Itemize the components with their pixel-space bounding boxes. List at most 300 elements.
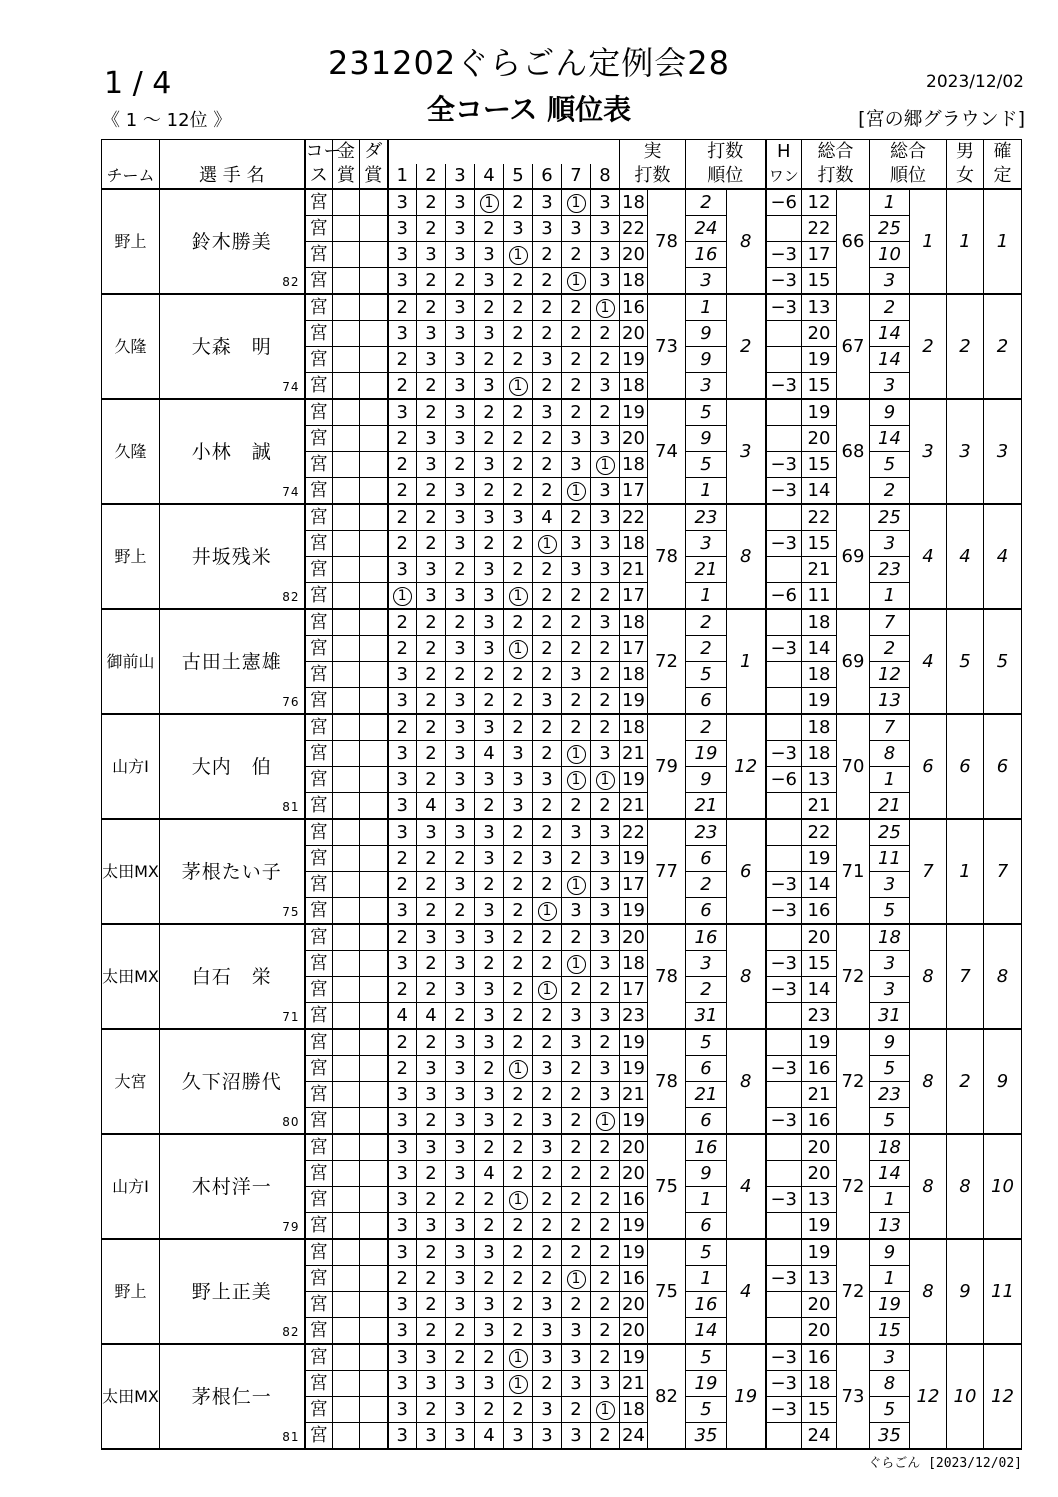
hole-score: 3 [475, 1108, 504, 1135]
overall-rank: 8 [910, 1239, 947, 1344]
hole-score [591, 294, 620, 321]
hole-in-one-bonus [766, 1134, 802, 1161]
da-prize-cell [360, 531, 388, 557]
hole-score: 3 [446, 1423, 475, 1450]
hole-score: 2 [446, 268, 475, 295]
da-prize-cell [360, 1161, 388, 1187]
round-sum: 19 [620, 1239, 648, 1266]
gold-prize-cell [333, 951, 360, 977]
round-total-rank: 1 [870, 1266, 910, 1292]
hole-score: 3 [475, 1292, 504, 1318]
hole-score: 3 [446, 504, 475, 531]
round-total-rank: 3 [870, 977, 910, 1003]
gold-prize-cell [333, 714, 360, 741]
gold-prize-cell [333, 189, 360, 216]
hole-score: 2 [446, 898, 475, 925]
hole-score: 2 [591, 321, 620, 347]
hole-score: 2 [504, 1213, 533, 1240]
round-sum: 22 [620, 819, 648, 846]
hole-in-one-mark: 1 [596, 1112, 615, 1131]
hole-score: 3 [446, 1161, 475, 1187]
hole-score: 2 [504, 557, 533, 583]
round-total: 15 [802, 1397, 837, 1423]
round-rank: 16 [686, 1292, 727, 1318]
hole-in-one-mark: 1 [596, 456, 615, 475]
hole-score: 2 [562, 399, 591, 426]
hole-score: 3 [475, 1239, 504, 1266]
hole-in-one-bonus [766, 557, 802, 583]
round-rank: 9 [686, 1161, 727, 1187]
da-prize-cell [360, 767, 388, 793]
strokes-rank: 4 [727, 1239, 766, 1344]
col-hole: 5 [504, 164, 533, 189]
hole-score: 3 [475, 557, 504, 583]
round-sum: 20 [620, 924, 648, 951]
hole-score: 3 [388, 1213, 417, 1240]
hole-score: 2 [562, 583, 591, 610]
hole-score: 2 [562, 793, 591, 820]
hole-in-one-bonus [766, 1003, 802, 1030]
round-sum: 18 [620, 662, 648, 688]
hole-score: 3 [388, 1397, 417, 1423]
round-sum: 18 [620, 189, 648, 216]
hole-score: 3 [562, 1423, 591, 1450]
da-prize-cell [360, 426, 388, 452]
hole-score: 3 [446, 1397, 475, 1423]
gold-prize-cell [333, 426, 360, 452]
da-prize-cell [360, 819, 388, 846]
hole-score: 2 [591, 1266, 620, 1292]
course-cell: 宮 [305, 399, 333, 426]
hole-score: 3 [475, 242, 504, 268]
hole-score: 2 [533, 1371, 562, 1397]
da-prize-cell [360, 452, 388, 478]
hole-score: 2 [417, 1108, 446, 1135]
round-rank: 1 [686, 1266, 727, 1292]
hole-in-one-mark: 1 [596, 1401, 615, 1420]
hole-score: 2 [533, 1003, 562, 1030]
gold-prize-cell [333, 1161, 360, 1187]
gold-prize-cell [333, 819, 360, 846]
round-sum: 19 [620, 688, 648, 715]
course-cell: 宮 [305, 1213, 333, 1240]
round-total: 20 [802, 1292, 837, 1318]
da-prize-cell [360, 321, 388, 347]
gold-prize-cell [333, 321, 360, 347]
hole-score: 2 [591, 793, 620, 820]
ranking-table: コー 金 ダ 実 打数 H 総合 総合 男 確 チーム 選 手 名 ス 賞 賞 1 2 3 4 5 6 7 8 打数 順位 ワン 打数 順位 女 定 野上 鈴木勝美 82 宮 3 2 3 1 2 3 1 3 18 78 2 8 −6 12 66 1 1 1 1 宮 3 2 3 2 3 3 3 3 22 24 22 25 宮 3 3 3 3 1 2 2 3 20 16 −3 17 10 宮 3 2 2 3 2 2 1 3 18 3 −3 15 3 久隆 大森 明 74 宮 2 2 3 2 2 2 2 1 16 73 1 2 −3 13 67 2 2 2 2 宮 3 3 3 3 2 2 2 2 20 9 20 14 宮 2 3 3 2 2 3 2 2 19 9 19 14 宮 2 2 3 3 1 2 2 3 18 3 −3 15 3 久隆 小林 誠 74 宮 3 2 3 2 2 3 2 2 19 74 5 3 19 68 9 3 3 3 宮 2 3 3 2 2 2 3 3 20 9 20 14 宮 2 3 2 3 2 2 3 1 18 5 −3 15 5 宮 2 2 3 2 2 2 1 3 17 1 −3 14 2 野上 井坂残米 82 宮 2 2 3 3 3 4 2 3 22 78 23 8 22 69 25 4 4 4 宮 2 2 3 2 2 1 3 3 18 3 −3 15 3 宮 3 3 2 3 2 2 3 3 21 21 21 23 宮 1 3 3 3 1 2 2 2 17 1 −6 11 1 御前山 古田土憲雄 76 宮 2 2 2 3 2 2 2 3 18 72 2 1 18 69 7 4 5 5 宮 2 2 3 3 1 2 2 2 17 2 −3 14 2 宮 3 2 2 2 2 2 3 2 18 5 18 12 宮 3 2 3 2 2 3 2 2 19 6 19 13 山方Ⅰ 大内 伯 81 宮 2 2 3 3 2 2 2 2 18 79 2 12 18 70 7 6 6 6 宮 3 2 3 4 3 2 1 3 21 19 −3 18 8 宮 3 2 3 3 3 3 1 1 19 9 −6 13 1 宮 3 4 3 2 3 2 2 2 21 21 21 21 太田MX 茅根たい子 75 宮 3 3 3 3 2 2 3 3 22 77 23 6 22 71 25 7 1 7 宮 2 2 2 3 2 3 2 3 19 6 19 11 宮 2 2 3 2 2 2 1 3 17 2 −3 14 3 宮 3 2 2 3 2 1 3 3 19 6 −3 16 5 太田MX 白石 栄 71 宮 2 3 3 3 2 2 2 3 20 78 16 8 20 72 18 8 7 8 宮 3 2 3 2 2 2 1 3 18 3 −3 15 3 宮 2 2 3 3 2 1 2 2 17 2 −3 14 3 宮 4 4 2 3 2 2 3 3 23 31 23 31 大宮 久下沼勝代 80 宮 2 2 3 3 2 2 3 2 19 78 5 8 19 72 9 8 2 9 宮 2 3 3 2 1 3 2 3 19 6 −3 16 5 宮 3 3 3 3 2 2 2 3 21 21 21 23 宮 3 2 3 3 2 3 2 1 19 6 −3 16 5 山方Ⅰ 木村洋一 79 宮 3 3 3 2 2 3 2 2 20 75 16 4 20 72 18 8 8 10 宮 3 2 3 4 2 2 2 2 20 9 20 14 宮 3 2 2 2 1 2 2 2 16 1 −3 13 1 宮 3 3 3 2 2 2 2 2 19 6 19 13 野上 野上正美 82 宮 3 2 3 3 2 2 2 2 19 75 5 4 19 72 9 8 9 11 宮 2 2 3 2 2 2 1 2 16 1 −3 13 1 宮 3 2 3 3 2 3 2 2 20 16 20 19 宮 3 2 2 3 2 3 3 2 20 14 20 15 太田MX 茅根仁一 81 宮 3 3 2 2 1 3 3 2 19 82 5 19 −3 16 73 3 12 10 12 宮 3 3 3 3 1 2 3 3 21 19 −3 18 8 宮 3 2 3 2 2 3 2 1 18 5 −3 15 5 宮 3 3 3 4 3 3 3 2 24 35 24 35 [101, 139, 1022, 1450]
course-cell: 宮 [305, 846, 333, 872]
total-actual: 77 [648, 819, 686, 924]
final-rank: 10 [984, 1134, 1022, 1239]
hole-in-one-bonus: −3 [766, 1108, 802, 1135]
da-prize-cell [360, 662, 388, 688]
hole-score: 3 [417, 557, 446, 583]
hole-score: 3 [562, 1318, 591, 1345]
course-cell: 宮 [305, 478, 333, 505]
overall-rank: 8 [910, 924, 947, 1029]
hole-score: 2 [388, 347, 417, 373]
gold-prize-cell [333, 478, 360, 505]
total-actual: 73 [648, 294, 686, 399]
round-total: 24 [802, 1423, 837, 1450]
course-cell: 宮 [305, 216, 333, 242]
da-prize-cell [360, 189, 388, 216]
hole-score: 3 [475, 321, 504, 347]
hole-score: 2 [562, 347, 591, 373]
gold-prize-cell [333, 1134, 360, 1161]
player-name-cell [160, 189, 305, 294]
hole-score: 2 [504, 662, 533, 688]
round-sum: 22 [620, 504, 648, 531]
hole-score: 2 [591, 977, 620, 1003]
team-cell: 山方Ⅰ [102, 714, 160, 819]
hole-score: 2 [591, 399, 620, 426]
course-cell: 宮 [305, 294, 333, 321]
hole-score: 2 [388, 478, 417, 505]
hole-score: 3 [475, 977, 504, 1003]
hole-score: 2 [417, 951, 446, 977]
hole-in-one-bonus: −3 [766, 478, 802, 505]
hole-score: 3 [446, 1266, 475, 1292]
gender-rank: 1 [947, 189, 984, 294]
hole-score: 2 [533, 1161, 562, 1187]
hole-score: 2 [417, 531, 446, 557]
hole-score: 4 [475, 1423, 504, 1450]
course-cell: 宮 [305, 872, 333, 898]
round-sum: 16 [620, 1266, 648, 1292]
round-rank: 5 [686, 1344, 727, 1371]
gold-prize-cell [333, 872, 360, 898]
final-rank: 8 [984, 924, 1022, 1029]
hole-score: 2 [504, 1266, 533, 1292]
hole-score: 2 [417, 609, 446, 636]
strokes-rank: 4 [727, 1134, 766, 1239]
hole-score: 3 [446, 399, 475, 426]
hole-score [504, 636, 533, 662]
hole-score: 2 [446, 846, 475, 872]
gold-prize-cell [333, 399, 360, 426]
course-cell: 宮 [305, 1082, 333, 1108]
course-cell: 宮 [305, 767, 333, 793]
round-total: 19 [802, 688, 837, 715]
team-cell: 太田MX [102, 924, 160, 1029]
round-rank: 14 [686, 1318, 727, 1345]
hole-score: 2 [388, 1056, 417, 1082]
hole-score: 3 [562, 1029, 591, 1056]
hole-score: 2 [475, 1397, 504, 1423]
hole-score: 2 [388, 714, 417, 741]
course-cell: 宮 [305, 504, 333, 531]
total-strokes: 66 [837, 189, 870, 294]
hole-score: 3 [388, 1423, 417, 1450]
hole-score: 2 [533, 872, 562, 898]
hole-in-one-bonus: −3 [766, 452, 802, 478]
col-strokes-rank: 打数 [686, 140, 766, 165]
gold-prize-cell [333, 531, 360, 557]
round-rank: 6 [686, 688, 727, 715]
hole-in-one-mark: 1 [567, 272, 586, 291]
footer-note: ぐらごん [2023/12/02] [868, 1456, 1022, 1471]
hole-score: 2 [475, 793, 504, 820]
hole-in-one-mark: 1 [509, 246, 528, 265]
hole-score: 3 [562, 819, 591, 846]
round-total: 17 [802, 242, 837, 268]
round-rank: 21 [686, 557, 727, 583]
hole-score: 3 [446, 951, 475, 977]
hole-score: 2 [533, 373, 562, 400]
round-rank: 6 [686, 1213, 727, 1240]
table-row [102, 609, 1022, 636]
player-name-cell [160, 924, 305, 1029]
strokes-rank: 6 [727, 819, 766, 924]
round-total-rank: 1 [870, 1187, 910, 1213]
round-sum: 16 [620, 1187, 648, 1213]
hole-score: 2 [475, 688, 504, 715]
round-total: 13 [802, 294, 837, 321]
hole-score: 2 [417, 373, 446, 400]
round-total: 16 [802, 1108, 837, 1135]
hole-score: 2 [533, 557, 562, 583]
hole-score: 2 [533, 242, 562, 268]
gold-prize-cell [333, 846, 360, 872]
course-cell: 宮 [305, 1108, 333, 1135]
round-rank: 21 [686, 793, 727, 820]
round-sum: 18 [620, 951, 648, 977]
hole-score: 3 [388, 1161, 417, 1187]
hole-in-one-bonus [766, 1318, 802, 1345]
gold-prize-cell [333, 1266, 360, 1292]
round-total-rank: 18 [870, 924, 910, 951]
round-total: 13 [802, 1187, 837, 1213]
hole-score: 3 [562, 426, 591, 452]
hole-score: 3 [591, 504, 620, 531]
table-row [102, 1344, 1022, 1371]
da-prize-cell [360, 216, 388, 242]
final-rank: 1 [984, 189, 1022, 294]
hole-in-one-bonus [766, 924, 802, 951]
player-age: 80 [282, 1115, 300, 1129]
round-rank: 9 [686, 426, 727, 452]
round-sum: 18 [620, 714, 648, 741]
round-total-rank: 14 [870, 347, 910, 373]
hole-score: 2 [562, 294, 591, 321]
round-total: 19 [802, 399, 837, 426]
da-prize-cell [360, 1423, 388, 1450]
round-total-rank: 19 [870, 1292, 910, 1318]
gold-prize-cell [333, 1082, 360, 1108]
hole-score: 3 [562, 216, 591, 242]
round-sum: 18 [620, 268, 648, 295]
hole-score: 2 [504, 531, 533, 557]
hole-score: 2 [417, 294, 446, 321]
hole-score: 3 [533, 1292, 562, 1318]
round-sum: 19 [620, 846, 648, 872]
hole-score: 3 [562, 452, 591, 478]
hole-score: 2 [504, 321, 533, 347]
hole-score: 4 [388, 1003, 417, 1030]
round-total-rank: 14 [870, 321, 910, 347]
da-prize-cell [360, 846, 388, 872]
hole-in-one-mark: 1 [509, 1191, 528, 1210]
da-prize-cell [360, 1003, 388, 1030]
course-cell: 宮 [305, 609, 333, 636]
hole-score: 3 [475, 583, 504, 610]
hole-score: 2 [475, 478, 504, 505]
total-strokes: 72 [837, 1134, 870, 1239]
col-gender: 男 [947, 140, 984, 165]
hole-score: 2 [504, 1082, 533, 1108]
hole-score: 3 [446, 1134, 475, 1161]
da-prize-cell [360, 898, 388, 925]
hole-score: 3 [388, 216, 417, 242]
hole-score: 3 [388, 1292, 417, 1318]
hole-score: 2 [417, 1292, 446, 1318]
hole-score: 3 [504, 504, 533, 531]
hole-score: 3 [388, 1134, 417, 1161]
round-total: 22 [802, 216, 837, 242]
da-prize-cell [360, 373, 388, 400]
gold-prize-cell [333, 636, 360, 662]
hole-score: 3 [591, 819, 620, 846]
hole-score: 2 [504, 189, 533, 216]
hole-score: 3 [504, 741, 533, 767]
gold-prize-cell [333, 268, 360, 295]
hole-in-one-bonus [766, 793, 802, 820]
da-prize-cell [360, 1266, 388, 1292]
hole-score: 2 [475, 872, 504, 898]
hole-score: 3 [591, 951, 620, 977]
round-total: 20 [802, 426, 837, 452]
hole-score: 2 [504, 846, 533, 872]
hole-score: 3 [591, 1371, 620, 1397]
hole-score: 2 [417, 1397, 446, 1423]
hole-score: 3 [562, 898, 591, 925]
hole-score: 3 [591, 426, 620, 452]
round-total-rank: 3 [870, 373, 910, 400]
gender-rank: 2 [947, 294, 984, 399]
round-total-rank: 2 [870, 294, 910, 321]
round-total-rank: 5 [870, 1056, 910, 1082]
hole-score: 2 [504, 478, 533, 505]
player-age: 74 [282, 485, 300, 499]
round-rank: 1 [686, 478, 727, 505]
round-total: 23 [802, 1003, 837, 1030]
round-sum: 20 [620, 321, 648, 347]
hole-in-one-bonus: −3 [766, 373, 802, 400]
round-sum: 19 [620, 1108, 648, 1135]
total-actual: 78 [648, 189, 686, 294]
hole-score: 2 [504, 872, 533, 898]
event-date: 2023/12/02 [926, 72, 1024, 92]
hole-score: 2 [417, 504, 446, 531]
round-sum: 20 [620, 1292, 648, 1318]
col-hole: 4 [475, 164, 504, 189]
hole-score: 3 [388, 242, 417, 268]
hole-score: 2 [504, 1292, 533, 1318]
overall-rank: 1 [910, 189, 947, 294]
hole-score: 2 [475, 1187, 504, 1213]
hole-score: 3 [388, 1082, 417, 1108]
hole-in-one-bonus [766, 714, 802, 741]
round-total-rank: 8 [870, 741, 910, 767]
gold-prize-cell [333, 1187, 360, 1213]
round-rank: 16 [686, 1134, 727, 1161]
round-total-rank: 9 [870, 1239, 910, 1266]
round-total-rank: 10 [870, 242, 910, 268]
hole-score [533, 531, 562, 557]
course-cell: 宮 [305, 452, 333, 478]
round-rank: 2 [686, 714, 727, 741]
hole-score: 2 [533, 741, 562, 767]
round-total-rank: 3 [870, 951, 910, 977]
hole-in-one-bonus: −3 [766, 531, 802, 557]
da-prize-cell [360, 741, 388, 767]
hole-score: 2 [504, 1161, 533, 1187]
course-cell: 宮 [305, 1134, 333, 1161]
hole-score: 2 [475, 1344, 504, 1371]
hole-score: 3 [475, 636, 504, 662]
round-rank: 2 [686, 977, 727, 1003]
hole-score: 2 [417, 662, 446, 688]
da-prize-cell [360, 557, 388, 583]
hole-in-one-mark: 1 [509, 377, 528, 396]
player-name: 野上正美 [191, 1280, 272, 1303]
hole-score [562, 268, 591, 295]
da-prize-cell [360, 478, 388, 505]
gold-prize-cell [333, 977, 360, 1003]
course-cell: 宮 [305, 583, 333, 610]
round-rank: 5 [686, 452, 727, 478]
final-rank: 12 [984, 1344, 1022, 1449]
team-cell: 御前山 [102, 609, 160, 714]
hole-score: 3 [417, 819, 446, 846]
hole-score: 2 [504, 426, 533, 452]
hole-score: 2 [446, 1003, 475, 1030]
hole-in-one-mark: 1 [393, 587, 412, 606]
hole-score: 3 [504, 767, 533, 793]
hole-score: 3 [446, 636, 475, 662]
hole-score: 2 [475, 347, 504, 373]
hole-score: 3 [388, 662, 417, 688]
hole-score: 2 [562, 636, 591, 662]
hole-score: 2 [591, 1134, 620, 1161]
gold-prize-cell [333, 924, 360, 951]
round-sum: 19 [620, 1029, 648, 1056]
hole-score [388, 583, 417, 610]
hole-score: 2 [475, 1266, 504, 1292]
hole-score: 2 [562, 924, 591, 951]
col-total-rank: 総合 [870, 140, 947, 165]
round-total: 18 [802, 1371, 837, 1397]
hole-score: 2 [562, 1082, 591, 1108]
hole-score: 2 [417, 189, 446, 216]
gender-rank: 10 [947, 1344, 984, 1449]
hole-score: 3 [591, 1003, 620, 1030]
hole-score: 2 [533, 1082, 562, 1108]
hole-score: 3 [446, 924, 475, 951]
player-age: 82 [282, 1325, 300, 1339]
hole-score [562, 478, 591, 505]
gold-prize-cell [333, 294, 360, 321]
course-cell: 宮 [305, 1029, 333, 1056]
hole-score: 3 [591, 1056, 620, 1082]
round-total: 15 [802, 951, 837, 977]
player-age: 81 [282, 800, 300, 814]
hole-score: 3 [417, 452, 446, 478]
hole-score: 3 [475, 1318, 504, 1345]
hole-score: 2 [388, 924, 417, 951]
